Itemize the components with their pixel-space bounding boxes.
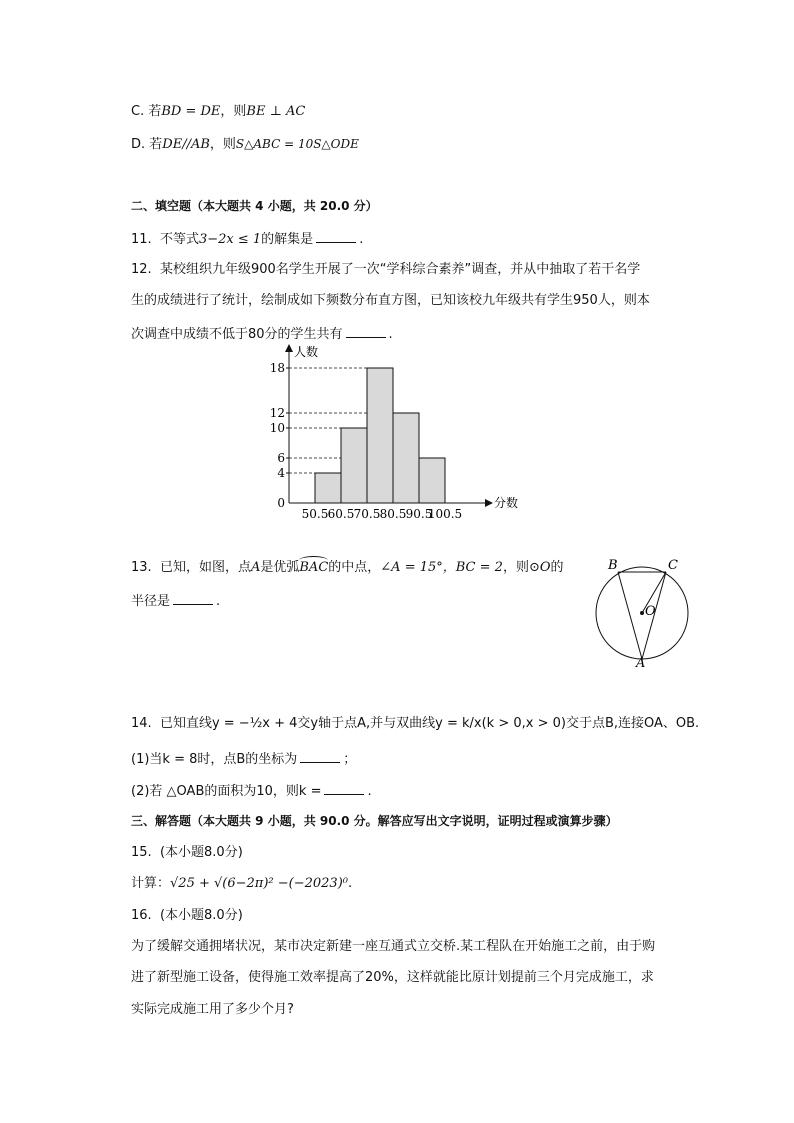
- question-15-header: [131, 843, 243, 863]
- q15-end: .: [347, 876, 353, 891]
- question-12-line-2: 生的成绩进行了统计，绘制成如下频数分布直方图，已知该校九年级共有学生950人，则本: [131, 293, 650, 308]
- q13-end: .: [216, 594, 221, 609]
- y-tick-label: 10: [269, 421, 285, 435]
- question-16-line-1: 为了缓解交通拥堵状况，某市决定新建一座互通式立交桥.某工程队在开始施工之前，由于购: [131, 939, 656, 954]
- q14-text-1: 已知直线y = −½x + 4交y轴于点A,并与双曲线y = k/x(k > 0,x > 0)交于点B,连接OA、OB.: [159, 716, 700, 731]
- q13-text-2: 半径是: [131, 594, 171, 609]
- option-c-mid: ，则: [220, 104, 247, 119]
- q11-post: 的解集是: [261, 232, 314, 247]
- q15-expr: √25 + √(6−2π)² −(−2023)⁰: [170, 876, 348, 891]
- question-13-line-2: [131, 590, 220, 612]
- frequency-histogram: [264, 341, 519, 521]
- question-14-sub-1: [131, 748, 356, 770]
- answer-blank[interactable]: [316, 228, 356, 243]
- histogram-bar: [367, 368, 393, 503]
- question-14-line-1: [131, 714, 699, 734]
- circle-figure: [592, 555, 702, 670]
- option-d: [131, 134, 359, 155]
- q13-number: 13.: [131, 560, 152, 575]
- question-15-body: [131, 874, 352, 894]
- answer-blank[interactable]: [324, 780, 364, 795]
- answer-blank[interactable]: [300, 748, 340, 763]
- q15-score: (本小题8.0分): [159, 845, 243, 860]
- question-11: [131, 228, 363, 250]
- q16-number: 16.: [131, 908, 152, 923]
- y-tick-label: 0: [277, 496, 285, 510]
- q14-sub1-text: (1)当k = 8时，点B的坐标为: [131, 752, 298, 767]
- q12-number: 12.: [131, 262, 152, 277]
- section-3-title: 三、解答题（本大题共 9 小题，共 90.0 分。解答应写出文字说明，证明过程或演算步骤）: [131, 814, 618, 828]
- x-axis-label: 分数: [494, 496, 519, 510]
- x-tick-label: 70.5: [353, 507, 381, 521]
- question-16-line-2: 进了新型施工设备，使得施工效率提高了20%，这样就能比原计划提前三个月完成施工，求: [131, 970, 654, 985]
- question-12-line-1: [131, 260, 640, 280]
- y-tick-label: 12: [269, 406, 285, 420]
- y-tick-label: 18: [269, 361, 285, 375]
- x-tick-label: 60.5: [327, 507, 355, 521]
- q14-sub2-end: .: [367, 784, 372, 799]
- section-2-title: 二、填空题（本大题共 4 小题，共 20.0 分）: [131, 199, 378, 213]
- q13-text-e: 的: [550, 560, 564, 575]
- segment-ab: [618, 572, 642, 659]
- y-tick-label: 4: [277, 466, 285, 480]
- q16-score: (本小题8.0分): [159, 908, 243, 923]
- histogram-bar: [315, 473, 341, 503]
- q13-arc-label: BAC: [299, 560, 329, 575]
- q12-text-1: 某校组织九年级900名学生开展了一次“学科综合素养”调查，并从中抽取了若干名学: [159, 262, 641, 277]
- histogram-bar: [393, 413, 419, 503]
- q13-text-c: 的中点，: [328, 560, 381, 575]
- x-tick-label: 100.5: [427, 507, 463, 521]
- x-tick-label: 90.5: [405, 507, 433, 521]
- answer-blank[interactable]: [173, 590, 213, 605]
- q11-expr: 3−2x ≤ 1: [198, 232, 262, 247]
- q12-text-3: 次调查中成绩不低于80分的学生共有: [131, 327, 343, 342]
- histogram-bar: [419, 458, 445, 503]
- q11-number: 11.: [131, 232, 152, 247]
- option-c: [131, 102, 305, 122]
- answer-blank[interactable]: [346, 323, 386, 338]
- q13-text-d: ，则: [502, 560, 529, 575]
- q13-circle: ⊙O: [528, 560, 551, 575]
- q11-end: .: [359, 232, 364, 247]
- label-a: A: [636, 656, 646, 671]
- q13-point-a: A: [250, 560, 261, 575]
- q14-sub2-text: (2)若 △OAB的面积为10，则k =: [131, 784, 322, 799]
- option-d-result: S△ABC = 10S△ODE: [235, 137, 359, 151]
- option-c-result: BE ⊥ AC: [246, 104, 306, 119]
- question-13-line-1: [131, 558, 564, 578]
- option-d-cond: DE//AB: [162, 137, 210, 152]
- question-16-line-3: 实际完成施工用了多少个月?: [131, 1002, 294, 1017]
- center-point: [640, 611, 644, 615]
- label-c: C: [668, 558, 678, 573]
- option-c-cond: BD = DE: [161, 104, 221, 119]
- q15-pre: 计算：: [131, 876, 171, 891]
- label-b: B: [608, 558, 618, 573]
- y-tick-label: 6: [277, 451, 285, 465]
- q13-math: ∠A = 15°，BC = 2: [380, 560, 503, 575]
- label-o: O: [645, 604, 656, 619]
- x-tick-label: 80.5: [379, 507, 407, 521]
- q13-text-b: 是优弧: [260, 560, 300, 575]
- option-d-label: D. 若: [131, 137, 163, 152]
- x-tick-label: 50.5: [301, 507, 329, 521]
- y-axis-label: 人数: [294, 345, 319, 359]
- option-c-label: C. 若: [131, 104, 162, 119]
- q14-number: 14.: [131, 716, 152, 731]
- q12-end: .: [388, 327, 393, 342]
- q13-text-a: 已知，如图，点: [159, 560, 251, 575]
- q13-arc: [299, 560, 328, 575]
- question-16-header: [131, 906, 243, 926]
- q11-pre: 不等式: [159, 232, 199, 247]
- histogram-bar: [341, 428, 367, 503]
- question-14-sub-2: [131, 780, 372, 802]
- option-d-mid: ，则: [209, 137, 236, 152]
- q14-sub1-end: ；: [343, 752, 357, 767]
- q15-number: 15.: [131, 845, 152, 860]
